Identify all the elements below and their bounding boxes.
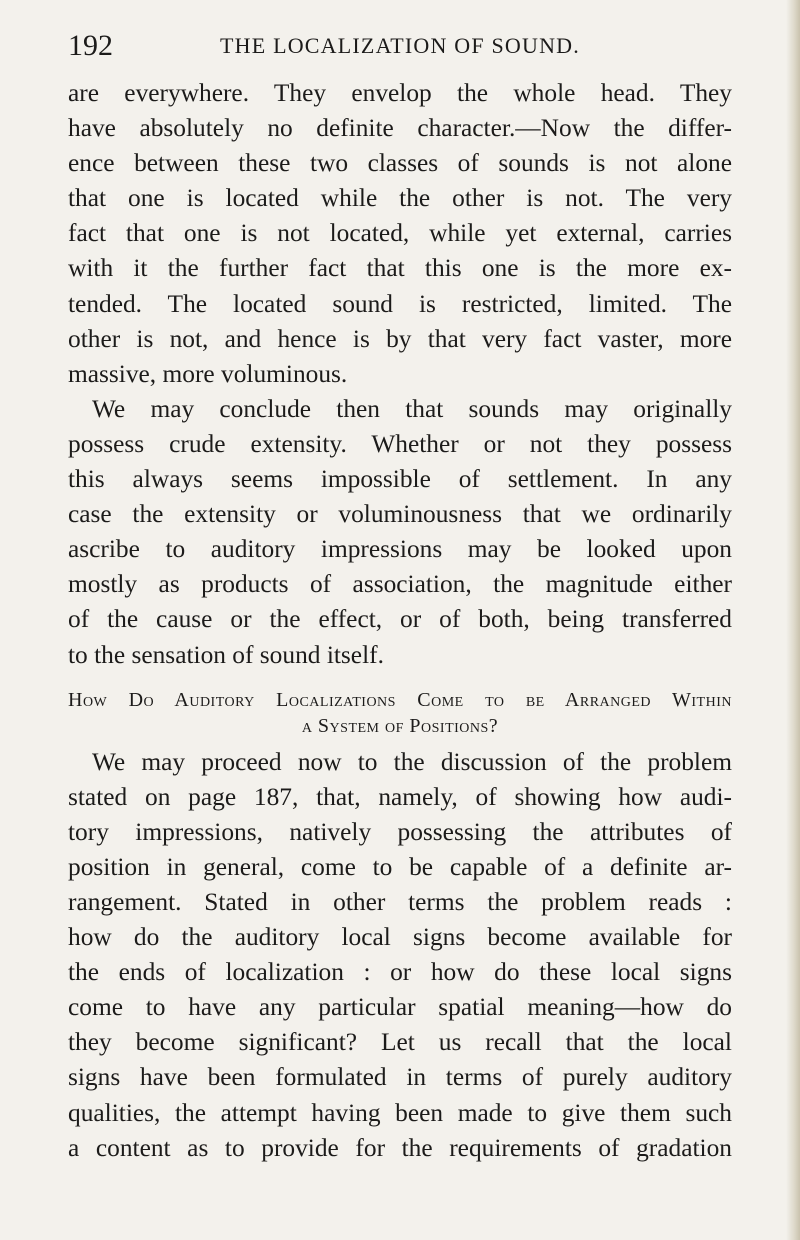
paragraph-1 bbox=[68, 76, 732, 392]
text-line: qualities, the attempt having been made to give them such bbox=[68, 1098, 732, 1127]
text-line: ascribe to auditory impressions may be looked upon bbox=[68, 535, 732, 564]
text-line: come to have any particular spatial meaning—how do bbox=[68, 993, 732, 1022]
running-head bbox=[68, 28, 732, 64]
heading-line: a System of Positions? bbox=[301, 714, 499, 737]
text-line: with it the further fact that this one is the more ex- bbox=[68, 254, 732, 283]
page-edge-shadow bbox=[786, 0, 800, 1240]
text-line: to the sensation of sound itself. bbox=[68, 640, 384, 669]
text-line: of the cause or the effect, or of both, being transferred bbox=[68, 605, 732, 634]
text-line: massive, more voluminous. bbox=[68, 359, 348, 388]
text-line: position in general, come to be capable of a definite ar- bbox=[68, 852, 732, 881]
text-line: rangement. Stated in other terms the problem reads : bbox=[68, 887, 732, 916]
text-line: mostly as products of association, the magnitude either bbox=[68, 570, 732, 599]
text-line: the ends of localization : or how do these local signs bbox=[68, 958, 732, 987]
text-line: possess crude extensity. Whether or not they possess bbox=[68, 429, 732, 458]
heading-line: How Do Auditory Localizations Come to be Arranged Within bbox=[68, 688, 732, 711]
text-line: have absolutely no definite character.—Now the differ- bbox=[68, 114, 732, 143]
text-line: signs have been formulated in terms of purely auditory bbox=[68, 1063, 732, 1092]
body-text bbox=[68, 76, 732, 1166]
text-line: they become significant? Let us recall that the local bbox=[68, 1028, 732, 1057]
text-line: ence between these two classes of sounds is not alone bbox=[68, 149, 732, 178]
text-line: case the extensity or voluminousness that we ordinarily bbox=[68, 500, 732, 529]
running-title: THE LOCALIZATION OF SOUND. bbox=[220, 33, 580, 58]
text-line: tory impressions, natively possessing the attributes of bbox=[68, 817, 732, 846]
text-line: this always seems impossible of settlement. In any bbox=[68, 465, 732, 494]
text-line: are everywhere. They envelop the whole head. They bbox=[68, 79, 732, 107]
paragraph-2 bbox=[68, 392, 732, 673]
page-number: 192 bbox=[68, 29, 113, 62]
paragraph-3 bbox=[68, 745, 732, 1166]
text-line: a content as to provide for the requirements of gradation bbox=[68, 1133, 732, 1162]
text-line: tended. The located sound is restricted, limited. The bbox=[68, 289, 732, 318]
text-line: that one is located while the other is not. The very bbox=[68, 184, 732, 213]
text-line: other is not, and hence is by that very fact vaster, more bbox=[68, 324, 732, 353]
text-line: how do the auditory local signs become available for bbox=[68, 923, 732, 952]
text-line: stated on page 187, that, namely, of showing how audi- bbox=[68, 782, 732, 811]
text-line: fact that one is not located, while yet external, carries bbox=[68, 219, 732, 248]
section-heading bbox=[68, 687, 732, 739]
text-line: We may conclude then that sounds may originally bbox=[92, 394, 732, 423]
text-line: We may proceed now to the discussion of the problem bbox=[92, 747, 732, 776]
